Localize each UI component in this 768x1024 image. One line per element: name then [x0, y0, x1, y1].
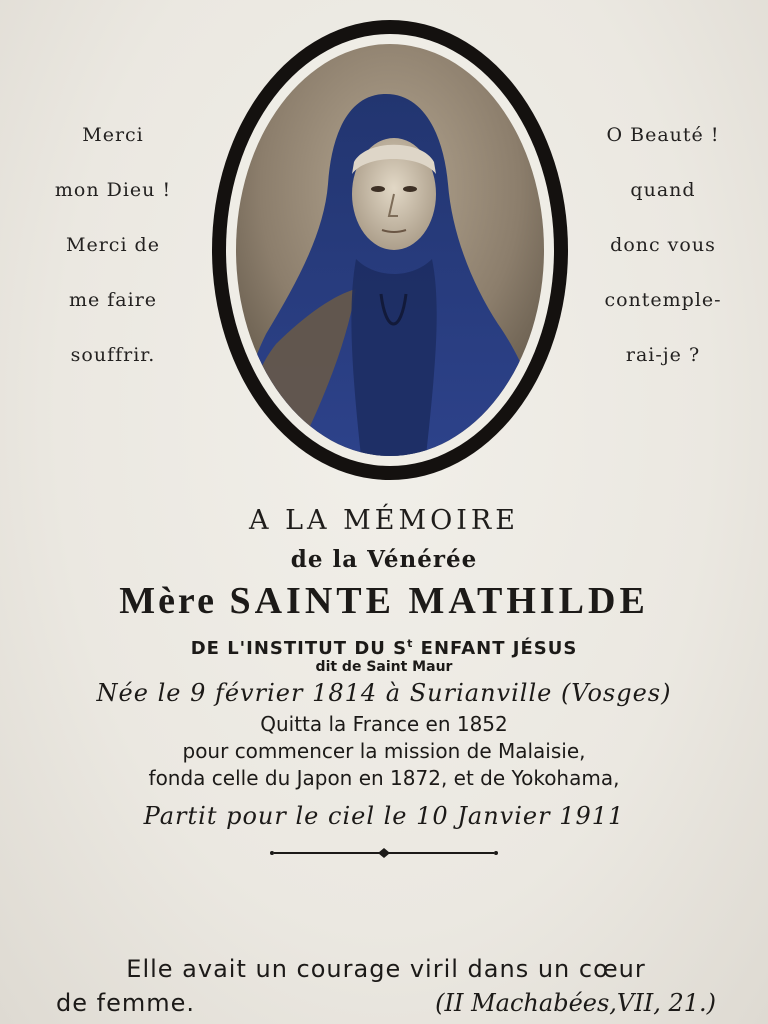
biography-line: pour commencer la mission de Malaisie,	[182, 739, 586, 763]
right-verse	[588, 108, 738, 383]
ornamental-divider-icon	[264, 844, 504, 862]
right-verse-line: O Beauté !	[606, 124, 720, 146]
death-line: Partit pour le ciel le 10 Janvier 1911	[143, 802, 625, 830]
portrait-oval-frame	[212, 20, 568, 480]
quote-line-with-citation	[56, 986, 716, 1020]
left-verse	[38, 108, 188, 383]
left-verse-line: me faire	[68, 289, 158, 311]
memorial-name	[0, 579, 768, 623]
right-verse-line: quand	[630, 179, 696, 201]
quote-citation: (II Machabées,VII, 21.)	[435, 989, 716, 1017]
memorial-subheading: de la Vénérée	[290, 546, 478, 573]
quote-line: Elle avait un courage viril dans un cœur	[126, 955, 646, 983]
right-verse-line: contemple-	[604, 289, 722, 311]
institute-prefix: DE L'INSTITUT DU S	[190, 638, 408, 659]
birth-line: Née le 9 février 1814 à Surianville (Vosges)	[96, 679, 672, 707]
biography-line: Quitta la France en 1852	[260, 712, 508, 736]
left-verse-line: Merci de	[66, 234, 160, 256]
memorial-text	[0, 505, 768, 866]
institute-suffix: ENFANT JÉSUS	[413, 638, 578, 659]
institute-line	[0, 637, 768, 659]
memorial-heading: A LA MÉMOIRE	[249, 505, 519, 536]
left-verse-line: souffrir.	[70, 344, 156, 366]
left-verse-line: mon Dieu !	[54, 179, 172, 201]
name-title: Mère	[119, 580, 217, 622]
portrait-photo	[236, 44, 544, 456]
nun-portrait-icon	[236, 44, 544, 456]
scripture-quote	[56, 952, 716, 1020]
quote-line: de femme.	[56, 989, 195, 1017]
name-text: SAINTE MATHILDE	[229, 580, 649, 622]
institute-note: dit de Saint Maur	[315, 659, 453, 675]
left-verse-line: Merci	[82, 124, 144, 146]
institute-sup: t	[407, 637, 414, 650]
biography	[0, 711, 768, 792]
right-verse-line: donc vous	[610, 234, 716, 256]
right-verse-line: rai-je ?	[625, 344, 701, 366]
biography-line: fonda celle du Japon en 1872, et de Yokohama,	[148, 766, 620, 790]
